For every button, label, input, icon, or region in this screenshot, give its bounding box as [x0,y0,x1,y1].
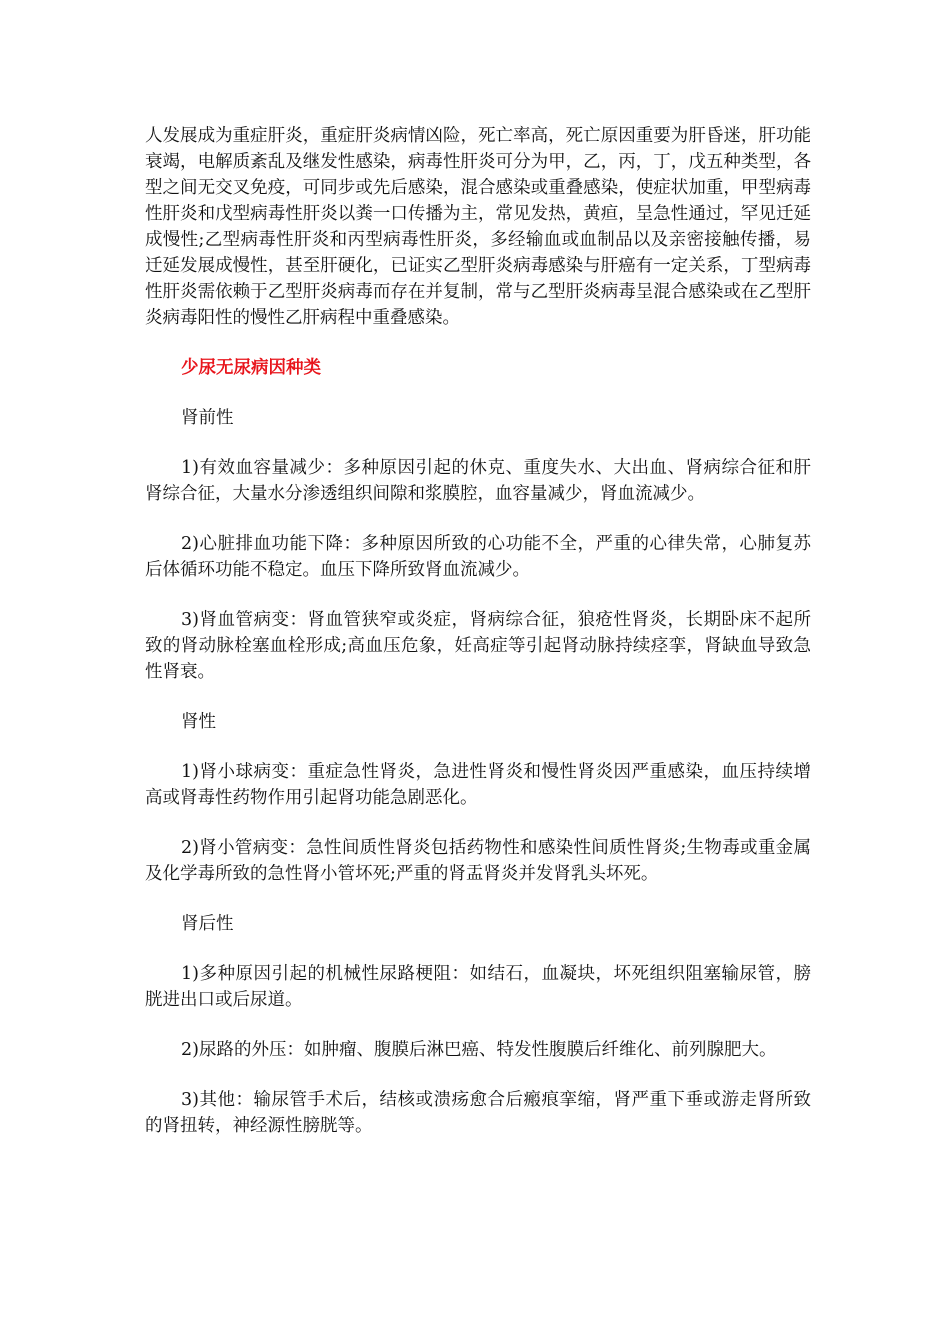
list-item: 1)多种原因引起的机械性尿路梗阻：如结石，血凝块，坏死组织阻塞输尿管，膀胱进出口或后尿道。 [145,964,811,1010]
list-item: 2)尿路的外压：如肿瘤、腹膜后淋巴癌、特发性腹膜后纤维化、前列腺肥大。 [181,1040,777,1060]
subsection-title-prerenal: 肾前性 [181,408,234,428]
list-item: 2)肾小管病变：急性间质性肾炎包括药物性和感染性间质性肾炎;生物毒或重金属及化学毒所致的急性肾小管坏死;严重的肾盂肾炎并发肾乳头坏死。 [145,838,811,884]
section-heading: 少尿无尿病因种类 [181,358,321,378]
subsection-title-renal: 肾性 [181,712,216,732]
intro-paragraph: 人发展成为重症肝炎，重症肝炎病情凶险，死亡率高，死亡原因重要为肝昏迷，肝功能衰竭，电解质紊乱及继发性感染，病毒性肝炎可分为甲，乙，丙，丁，戊五种类型，各型之间无交叉免疫，可同步或先后感染，混合感染或重叠感染，使症状加重，甲型病毒性肝炎和戊型病毒性肝炎以粪一口传播为主，常见发热，黄疸，呈急性通过，罕见迁延成慢性;乙型病毒性肝炎和丙型病毒性肝炎，多经输血或血制品以及亲密接触传播，易迁延发展成慢性，甚至肝硬化，已证实乙型肝炎病毒感染与肝癌有一定关系，丁型病毒性肝炎需依赖于乙型肝炎病毒而存在并复制，常与乙型肝炎病毒呈混合感染或在乙型肝炎病毒阳性的慢性乙肝病程中重叠感染。 [145,126,811,328]
subsection-title-postrenal: 肾后性 [181,914,234,934]
list-item: 2)心脏排血功能下降：多种原因所致的心功能不全，严重的心律失常，心肺复苏后体循环功能不稳定。血压下降所致肾血流减少。 [145,534,811,580]
list-item: 1)有效血容量减少：多种原因引起的休克、重度失水、大出血、肾病综合征和肝肾综合征，大量水分渗透组织间隙和浆膜腔，血容量减少，肾血流减少。 [145,458,811,504]
list-item: 3)其他：输尿管手术后，结核或溃疡愈合后瘢痕挛缩，肾严重下垂或游走肾所致的肾扭转，神经源性膀胱等。 [145,1090,811,1136]
document-body [145,123,811,1139]
list-item: 1)肾小球病变：重症急性肾炎，急进性肾炎和慢性肾炎因严重感染，血压持续增高或肾毒性药物作用引起肾功能急剧恶化。 [145,762,811,808]
list-item: 3)肾血管病变：肾血管狭窄或炎症，肾病综合征，狼疮性肾炎，长期卧床不起所致的肾动脉栓塞血栓形成;高血压危象，妊高症等引起肾动脉持续痉挛，肾缺血导致急性肾衰。 [145,610,811,682]
